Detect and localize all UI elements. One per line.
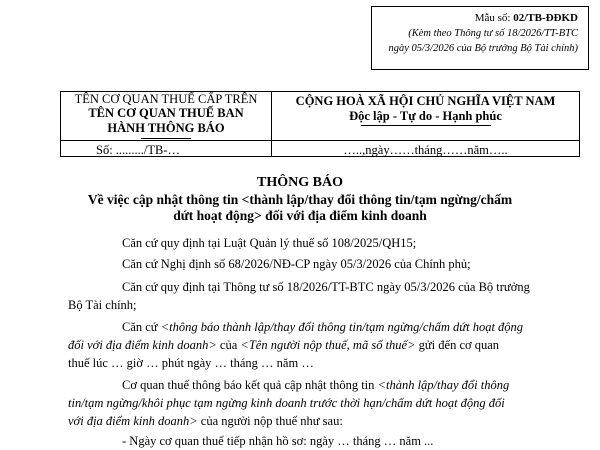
- document-header: [60, 91, 580, 157]
- country-name: CỘNG HOÀ XÃ HỘI CHỦ NGHĨA VIỆT NAM: [295, 94, 556, 108]
- basis-decree: Căn cứ Nghị định số 68/2026/NĐ-CP ngày 05/3/2026 của Chính phủ;: [122, 257, 471, 271]
- document-date: …..,ngày……tháng……năm…..: [343, 143, 508, 157]
- basis-notice-line-2: [68, 338, 499, 353]
- result-prefix: Cơ quan thuế thông báo kết quả cập nhật thông tin: [122, 378, 378, 392]
- form-code: [475, 12, 578, 24]
- basis-notice-italic-1: <thông báo thành lập/thay đổi thông tin/tạm ngừng/chấm dứt hoạt động: [160, 320, 524, 334]
- basis-circular-line-2: Bộ Tài chính;: [68, 298, 137, 312]
- basis-notice-line-1: [122, 320, 523, 335]
- national-motto: Độc lập - Tự do - Hạnh phúc: [349, 109, 502, 123]
- form-code-box: [371, 6, 589, 70]
- left-underline: [141, 138, 191, 139]
- result-line-1: [122, 378, 509, 393]
- form-code-label: Mẫu số:: [474, 12, 514, 24]
- form-code-value: 02/TB-ĐĐKD: [513, 12, 578, 24]
- result-post: của người nộp thuế như sau:: [197, 414, 343, 428]
- basis-notice-taxpayer: <Tên người nộp thuế, mã số thuế>: [240, 338, 416, 352]
- received-date-line: - Ngày cơ quan thuế tiếp nhận hồ sơ: ngày … tháng … năm ...: [122, 434, 434, 448]
- issuing-tax-agency-line-1: TÊN CƠ QUAN THUẾ BAN: [88, 106, 244, 120]
- form-attach-line-1: (Kèm theo Thông tư số 18/2026/TT-BTC: [408, 28, 578, 39]
- document-number: Số: ........./TB-…: [96, 143, 181, 157]
- result-line-3: [68, 414, 343, 429]
- subject-line-2: dứt hoạt động> đối với địa điểm kinh doanh: [173, 208, 427, 223]
- header-horizontal-divider: [61, 140, 579, 141]
- basis-notice-mid: của: [216, 338, 241, 352]
- basis-notice-post: gửi đến cơ quan: [415, 338, 500, 352]
- issuing-tax-agency-line-2: HÀNH THÔNG BÁO: [107, 121, 225, 135]
- subject-line-1: Về việc cập nhật thông tin <thành lập/thay đổi thông tin/tạm ngừng/chấm: [87, 192, 513, 207]
- motto-underline: [361, 125, 491, 126]
- basis-circular-line-1: Căn cứ quy định tại Thông tư số 18/2026/TT-BTC ngày 05/3/2026 của Bộ trưởng: [122, 280, 530, 294]
- basis-notice-line-3: thuế lúc … giờ … phút ngày … tháng … năm …: [68, 356, 314, 370]
- basis-notice-prefix: Căn cứ: [122, 320, 161, 334]
- parent-tax-agency: TÊN CƠ QUAN THUẾ CẤP TRÊN: [74, 92, 258, 106]
- basis-notice-italic-2: đối với địa điểm kinh doanh>: [68, 338, 217, 352]
- result-italic-1: <thành lập/thay đổi thông: [377, 378, 510, 392]
- document-title: THÔNG BÁO: [257, 175, 343, 190]
- result-italic-3: với địa điểm kinh doanh>: [68, 414, 198, 428]
- result-line-2: tin/tạm ngừng/khôi phục tạm ngừng kinh doanh trước thời hạn/chấm dứt hoạt động đối: [68, 396, 505, 410]
- form-attach-line-2: ngày 05/3/2026 của Bộ trưởng Bộ Tài chính): [388, 43, 578, 54]
- basis-law: Căn cứ quy định tại Luật Quản lý thuế số 108/2025/QH15;: [122, 236, 417, 250]
